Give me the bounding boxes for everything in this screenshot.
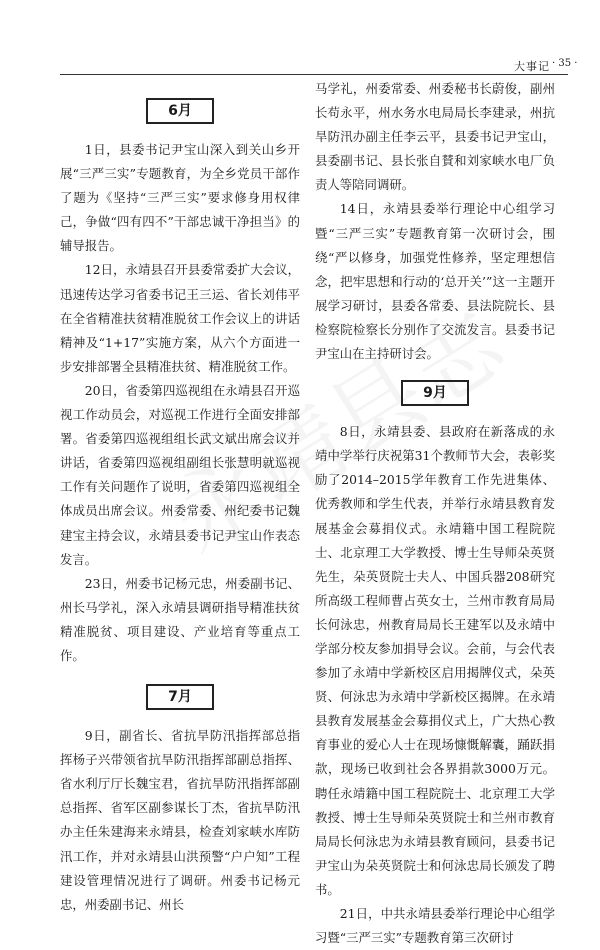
entry-paragraph-continued: 马学礼，州委常委、州委秘书长蔚俊，副州长苟永平，州水务水电局局长李建录，州抗旱防汛办副主任李云平，县委书记尹宝山，县委副书记、县长张自賛和刘家峡水电厂负责人等陪同调研。	[315, 81, 555, 193]
entry-paragraph: 21日，中共永靖县委举行理论中心组学习暨“三严三实”专题教育第三次研讨	[315, 906, 555, 946]
right-column	[315, 77, 555, 950]
entry-paragraph: 20日，省委第四巡视组在永靖县召开巡视工作动员会，对巡视工作进行全面安排部署。省委第四巡视组组长武文斌出席会议并讲话，省委第四巡视组副组长张慧明就巡视工作有关问题作了说明，省委第四巡视组全体成员出席会议。州委常委、州纪委书记魏建宝主持会议，永靖县委书记尹宝山作表态发言。	[60, 382, 300, 567]
entry-paragraph: 14日，永靖县委举行理论中心组学习暨“三严三实”专题教育第一次研讨会，围绕“严以修身，加强党性修养，坚定理想信念，把牢思想和行动的‘总开关’”这一主题开展学习研讨，县委各常委、县法院院长、县检察院检察长分别作了交流发言。县委书记尹宝山在主持研讨会。	[315, 201, 555, 362]
month-heading-june	[60, 98, 300, 124]
entry-paragraph: 23日，州委书记杨元忠，州委副书记、州长马学礼，深入永靖县调研指导精准扶贫精准脱贫、项目建设、产业培育等重点工作。	[60, 575, 300, 663]
page-number: · 35 ·	[552, 58, 578, 69]
left-column	[60, 88, 300, 917]
month-label: 6月	[146, 98, 214, 124]
header-rule	[60, 74, 568, 75]
month-label: 9月	[401, 380, 469, 406]
entry-paragraph: 9日，副省长、省抗旱防汛指挥部总指挥杨子兴带领省抗旱防汛指挥部副总指挥、省水利厅厅长魏宝君，省抗旱防汛指挥部副总指挥、省军区副参谋长丁杰，省抗旱防汛办主任朱建海来永靖县，检查刘家峡水库防汛工作，并对永靖县山洪预警“户户知”工程建设管理情况进行了调研。州委书记杨元忠，州委副书记、州长	[60, 728, 300, 912]
month-heading-september	[315, 380, 555, 406]
running-header-title: 大事记	[514, 60, 550, 73]
entry-paragraph: 8日，永靖县委、县政府在新落成的永靖中学举行庆祝第31个教师节大会，表彰奖励了2014–2015学年教育工作先进集体、优秀教师和学生代表，并举行永靖县教育发展基金会募捐仪式。永靖籍中国工程院院士、北京理工大学教授、博士生导师朵英贤先生，朵英贤院士夫人、中国兵器208研究所高级工程师曹占英女士，兰州市教育局局长何泳忠，州教育局局长王建军以及永靖中学部分校友参加捐导会议。会前，与会代表参加了永靖中学新校区启用揭牌仪式，朵英贤、何泳忠为永靖中学新校区揭牌。在永靖县教育发展基金会募捐仪式上，广大热心教育事业的爱心人士在现场慷慨解囊，踊跃捐款，现场已收到社会各界捐款3000万元。聘任永靖籍中国工程院院士、北京理工大学教授、博士生导师朵英贤院士和兰州市教育局局长何泳忠为永靖县教育顾问，县委书记尹宝山为朵英贤院士和何泳忠局长颁发了聘书。	[315, 424, 555, 897]
month-heading-july	[60, 684, 300, 710]
month-label: 7月	[146, 684, 214, 710]
entry-paragraph: 1日，县委书记尹宝山深入到关山乡开展“三严三实”专题教育，为全乡党员干部作了题为《坚持“三严三实”要求修身用权律己，争做“四有四不”干部忠诚干净担当》的辅导报告。	[60, 142, 300, 254]
entry-paragraph: 12日，永靖县召开县委常委扩大会议，迅速传达学习省委书记王三运、省长刘伟平在全省精准扶贫精准脱贫工作会议上的讲话精神及“1+17”实施方案，从六个方面进一步安排部署全县精准扶贫、精准脱贫工作。	[60, 262, 300, 374]
